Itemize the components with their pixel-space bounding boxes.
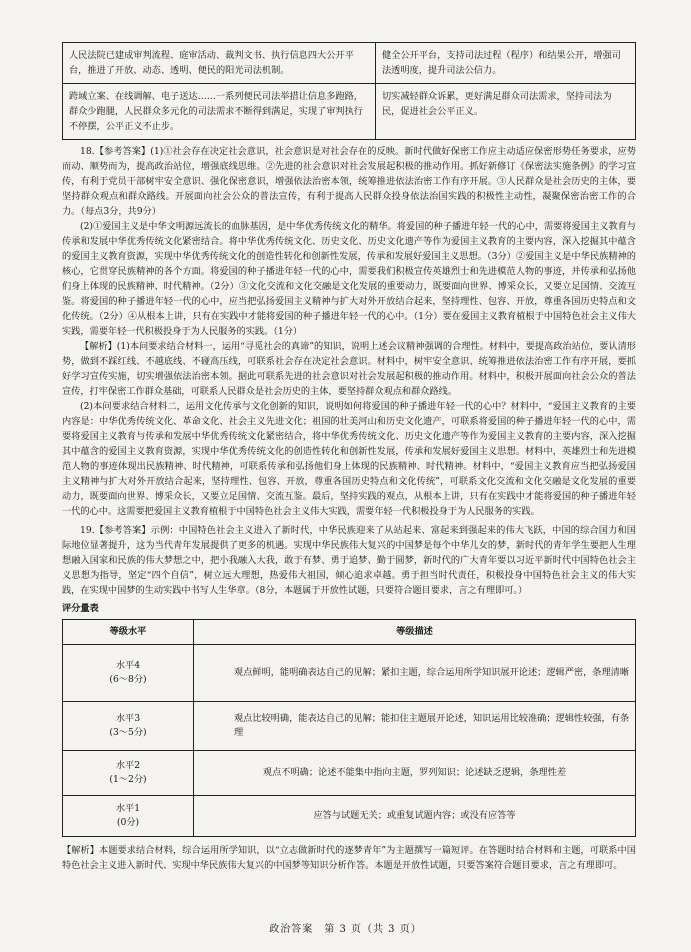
- table-cell: 人民法院已建成审判流程、庭审活动、裁判文书、执行信息四大公开平台，推进了开放、动态、透明、便民的阳光司法机制。: [63, 43, 376, 84]
- rubric-desc: 应答与试题无关；或重复试题内容；或没有应答等: [194, 796, 636, 837]
- q19-answer: 19.【参考答案】示例：中国特色社会主义进入了新时代，中华民族迎来了从站起来、富起来到强起来的伟大飞跃，中国的综合国力和国际地位显著提升，这为当代青年发展提供了更多的机遇。实现中华民族伟大复兴的中国梦是每个中华儿女的梦，新时代的青年学生要把人生理想融入国家和民族的伟大梦想之中，把小我融入大我，敢于有梦、勇于追梦、勤于圆梦，新时代的广大青年要以习近平新时代中国特色社会主义思想为指导，坚定“四个自信”，树立远大理想，热爱伟大祖国，倾心追求卓越。勇于担当时代责任，积极投身中国特色社会主义的伟大实践，在实现中国梦的生动实践中书写人生华章。（8分，本题属于开放性试题，只要符合题目要求，言之有理即可。）: [62, 525, 636, 596]
- rubric-desc: 观点鲜明，能明确表达自己的见解；紧扣主题，综合运用所学知识展开论述；逻辑严密，条理清晰: [194, 645, 636, 702]
- table-row: [63, 84, 636, 140]
- q18-analysis-part1: 【解析】(1)本问要求结合材料一，运用“寻觅社会的真谛”的知识，说明上述会议精神强调的合理性。材料中，要提高政治站位，要认清形势，做到不踩红线、不越底线、不碰高压线，可联系社会存在决定社会意识。材料中，树牢安全意识、统筹推进依法治密工作有序开展，要抓好学习宣传实施，切实增强依法治密本领。据此可联系先进的社会意识对社会发展起积极的推动作用。材料中，积极开展面向社会公众的普法宣传，打牢保密工作群众基础，可联系人民群众是社会历史的主体，要坚持群众观点和群众路线。: [62, 341, 636, 397]
- rubric-level-cell: [63, 645, 194, 702]
- rubric-desc: 观点不明确；论述不能集中指向主题，罗列知识；论述缺乏逻辑，条理性差: [194, 751, 636, 796]
- rubric-score: (0分): [116, 817, 140, 828]
- rubric-score: (3～5分): [109, 727, 147, 738]
- table-row: [63, 702, 636, 751]
- rubric-level: 水平4: [115, 660, 141, 671]
- rubric-header-row: [63, 620, 636, 645]
- rubric-table: [62, 619, 636, 837]
- rubric-header-desc: 等级描述: [194, 620, 636, 645]
- rubric-level-cell: [63, 702, 194, 751]
- table-cell: 健全公开平台，支持司法过程（程序）和结果公开，增强司法透明度，提升司法公信力。: [376, 43, 636, 84]
- rubric-score: (1～2分): [109, 774, 147, 785]
- q19-analysis: 【解析】本题要求结合材料，综合运用所学知识，以“立志做新时代的逐梦青年”为主题撰写一篇短评。在答题时结合材料和主题，可联系中国特色社会主义进入新时代、实现中华民族伟大复兴的中国梦等知识分析作答。本题是开放性试题，只要答案符合题目要求，言之有理即可。: [62, 845, 636, 871]
- top-comparison-table: [62, 42, 636, 140]
- q18-answer-part1: 18.【参考答案】(1)①社会存在决定社会意识，社会意识是对社会存在的反映。新时代做好保密工作应主动适应保密形势任务要求，应势而动、顺势而为，提高政治站位，增强底线思维。②先进的社会意识对社会发展起积极的推动作用。抓好新修订《保密法实施条例》的学习宣传，有利于党员干部树牢安全意识、强化保密意识，增强依法治密本领，统筹推进依法治密工作有序开展。③人民群众是社会历史的主体，要坚持群众观点和群众路线。开展面向社会公众的普法宣传，有利于提高人民群众投身依法治国实践的积极性主动性，凝聚保密治密工作的合力。（每点3分，共9分）: [62, 146, 636, 217]
- rubric-desc: 观点比较明确，能表达自己的见解；能扣住主题展开论述，知识运用比较准确；逻辑性较强，有条理: [194, 702, 636, 751]
- rubric-level-cell: [63, 796, 194, 837]
- rubric-level-cell: [63, 751, 194, 796]
- table-row: [63, 751, 636, 796]
- table-row: [63, 796, 636, 837]
- q18-answer-part2: (2)①爱国主义是中华文明源远流长的血脉基因，是中华优秀传统文化的精华。将爱国的种子播进年轻一代的心中，需要将爱国主义教育与传承和发展中华优秀传统文化紧密结合。将中华优秀传统文化、历史文化、历史文化遗产等作为爱国主义教育的主要内容，深入挖掘其中蕴含的爱国主义教育资源，实现中华优秀传统文化的创造性转化和创新性发展，传承和发展好爱国主义思想。（3分）②爱国主义是中华民族精神的核心，它贯穿民族精神的各个方面。将爱国的种子播进年轻一代的心中，需要我们积极宣传英雄烈士和先进模范人物的事迹，并传承和弘扬他们身上体现的民族精神、时代精神。（2分）③文化交流和文化交融是文化发展的重要动力，既要面向世界、博采众长，又要立足国情、交流互鉴。将爱国的种子播进年轻一代的心中，应当把弘扬爱国主义精神与扩大对外开放结合起来，坚持理性、包容、开放，尊重各国历史特点和文化传统。（2分）④从根本上讲，只有在实践中才能将爱国的种子播进年轻一代的心中。（1分）要在爱国主义教育植根于中国特色社会主义伟大实践，需要年轻一代积极投身于为人民服务的实践。（1分）: [62, 221, 636, 337]
- rubric-level: 水平1: [115, 803, 141, 814]
- table-row: [63, 645, 636, 702]
- question-19-section: [62, 523, 636, 873]
- rubric-level: 水平2: [115, 760, 141, 771]
- document-page: [62, 42, 636, 873]
- rubric-header-level: 等级水平: [63, 620, 194, 645]
- rubric-level: 水平3: [115, 713, 141, 724]
- rubric-score: (6～8分): [109, 674, 147, 685]
- table-cell: 跨域立案、在线调解、电子送达……一系列便民司法举措让信息多跑路，群众少跑腿，人民群众多元化的司法需求不断得到满足，实现了审判执行不停摆，公平正义不止步。: [63, 84, 376, 140]
- page-footer: 政治答案 第 3 页（共 3 页）: [269, 924, 422, 935]
- rubric-title: 评分量表: [62, 603, 99, 614]
- q18-analysis-part2: (2)本问要求结合材料二，运用文化传承与文化创新的知识，说明如何将爱国的种子播进年轻一代的心中？材料中，“爱国主义教育的主要内容是：中华优秀传统文化、革命文化、社会主义先进文化；祖国的壮美河山和历史文化遗产，可联系将爱国的种子播进年轻一代的心中，需要将爱国主义教育与传承和发展中华优秀传统文化紧密结合，将中华优秀传统文化、历史文化遗产等作为爱国主义教育的主要内容，深入挖掘其中蕴含的爱国主义教育资源，实现中华优秀传统文化的创造性转化和创新性发展，传承和发展好爱国主义思想。材料中，英雄烈士和先进模范人物的事迹体现出民族精神、时代精神，可联系传承和弘扬他们身上体现的民族精神、时代精神。材料中，“爱国主义教育应当把弘扬爱国主义精神与扩大对外开放结合起来，坚持理性、包容、开放，尊重各国历史特点和文化传统”，可联系文化交流和文化交融是文化发展的重要动力，既要面向世界、博采众长，又要立足国情、交流互鉴。最后，坚持实践的观点，从根本上讲，只有在实践中才能将爱国的种子播进年轻一代的心中。这需要把爱国主义教育植根于中国特色社会主义伟大实践，需要年轻一代积极投身于为人民服务的实践。: [62, 401, 636, 517]
- table-row: [63, 43, 636, 84]
- table-cell: 切实减轻群众诉累，更好满足群众司法需求，坚持司法为民，促进社会公平正义。: [376, 84, 636, 140]
- question-18-section: [62, 144, 636, 519]
